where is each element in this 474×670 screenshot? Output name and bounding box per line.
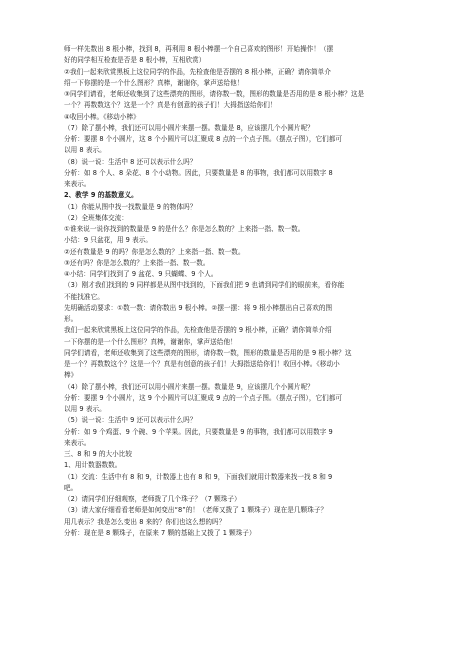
text-line: 分析：要摆 8 个小圆片，这 8 个小圆片可以汇聚成 8 点的一个点子图。（摆点子图），它们都可 bbox=[64, 135, 343, 143]
text-line: 棒》 bbox=[64, 371, 78, 380]
text-line: 绍一下你摆的是一个什么图形？真棒，谢谢你，掌声送给他！ bbox=[64, 78, 244, 87]
text-line: （5）说一说：生活中 9 还可以表示什么吗？ bbox=[64, 416, 197, 425]
text-line: 吧。 bbox=[64, 483, 78, 492]
text-line: ④收回小棒。《移动小棒》 bbox=[64, 112, 140, 121]
text-line: （2）全班集体交流： bbox=[64, 213, 129, 222]
text-line: 我们一起来欣赏黑板上这位同学的作品，先检查他是否摆的 9 根小棒，正确？请你简单介绍 bbox=[64, 326, 332, 335]
text-line: （1）交流：生活中有 8 和 9，计数器上也有 8 和 9，下面我们就用计数器来找一找 8 和 9 bbox=[64, 472, 333, 481]
text-line: 好的同学相互检查是否是 8 根小棒，互相欣赏） bbox=[64, 56, 206, 65]
document-body bbox=[64, 44, 416, 539]
text-line: 分析：如 8 个人、8 朵花、8 个小动物。因此，只要数量是 8 的事物，我们都可以用数字 8 bbox=[64, 168, 333, 177]
text-line: ①谁来说一说你找到的数量是 9 的是什么？你是怎么数的？上来指一指、数一数。 bbox=[64, 225, 305, 233]
text-line: （3）请大家仔细看看老师是如何变出“8”的！（老师又拨了 1 颗珠子）现在是几颗珠子？ bbox=[64, 506, 328, 515]
text-line: 以用 8 表示。 bbox=[64, 146, 106, 155]
section-heading: 三、8 和 9 的大小比较 bbox=[64, 450, 133, 458]
text-line: 来表示。 bbox=[64, 438, 91, 447]
text-line: （4）除了摆小棒，我们还可以用小圆片来摆一摆。数量是 9，应该摆几个小圆片呢？ bbox=[64, 382, 314, 391]
text-line: （2）请同学们仔细观察，老师拨了几个珠子？（7 颗珠子） bbox=[64, 495, 241, 503]
text-line: 分析：要摆 9 个小圆片，这 9 个小圆片可以汇聚成 9 点的一个点子图。（摆点子图），它们都可 bbox=[64, 393, 343, 402]
text-line: 一个？再数数这个？这是一个？真是有创意的孩子们！大拇指送给你们！ bbox=[64, 101, 277, 110]
text-line: （3）刚才我们找到的 9 同样都是从图中找到的，下面我们把 9 也请到同学们的眼前来，看你能 bbox=[64, 281, 345, 290]
text-line: 先明确活动要求：①数一数：请你数出 9 根小棒。②摆一摆：将 9 根小棒摆出自己喜欢的图 bbox=[64, 303, 333, 312]
text-line: 以用 9 表示。 bbox=[64, 405, 106, 413]
text-line: ④小结：同学们找到了 9 盆花、9 只蝴蝶、9 个人。 bbox=[64, 270, 218, 278]
text-line: 是一个？再数数这个？这是一个？真是有创意的孩子们！大拇指送给你们！收回小棒。《移动小 bbox=[64, 360, 340, 368]
text-line: 1、用计数器数数。 bbox=[64, 461, 122, 470]
text-line: 一下你摆的是一个什么图形？真棒，谢谢你，掌声送给他！ bbox=[64, 337, 237, 346]
section-heading: 2、教学 9 的基数意义。 bbox=[64, 191, 138, 200]
text-line: 小结：9 只盆花，用 9 表示。 bbox=[64, 236, 153, 245]
text-line: ②我们一起来欣赏黑板上这位同学的作品，先检查他是否摆的 8 根小棒，正确？请你简单介 bbox=[64, 67, 331, 76]
text-line: 师一样先数出 8 根小棒，找到 8，再利用 8 根小棒摆一个自己喜欢的图形！开始操作！（摆 bbox=[64, 45, 334, 53]
text-line: （8）说一说：生活中 8 还可以表示什么吗？ bbox=[64, 157, 197, 166]
text-line: 不能找准它。 bbox=[64, 292, 104, 301]
text-line: 用几表示？我是怎么变出 8 来的？你们也这么想的吗？ bbox=[64, 517, 226, 526]
text-line: 分析：如 9 个鸡蛋、9 个碗、9 个苹果。因此，只要数量是 9 的事物，我们都可以用数字 9 bbox=[64, 427, 333, 436]
text-line: （7）除了摆小棒，我们还可以用小圆片来摆一摆。数量是 8，应该摆几个小圆片呢？ bbox=[64, 123, 314, 132]
text-line: 来表示。 bbox=[64, 180, 91, 188]
text-line: （1）你能从图中找一找数量是 9 的物体吗？ bbox=[64, 202, 197, 211]
text-line: ③还有吗？你是怎么数的？上来指一指、数一数。 bbox=[64, 258, 210, 267]
text-line: ③同学们请看，老师还收集到了这些漂亮的图形，请你数一数，图形的数量是否用的是 8 根小棒？这是 bbox=[64, 90, 365, 98]
text-line: 分析：现在是 8 颗珠子，在原来 7 颗的基础上又拨了 1 颗珠子） bbox=[64, 528, 256, 537]
text-line: ②还有数量是 9 的吗？你是怎么数的？上来指一指、数一数。 bbox=[64, 247, 245, 256]
text-line: 同学们请看，老师还收集到了这些漂亮的图形，请你数一数，图形的数量是否用的是 9 根小棒？这 bbox=[64, 348, 352, 357]
text-line: 形。 bbox=[64, 315, 78, 323]
